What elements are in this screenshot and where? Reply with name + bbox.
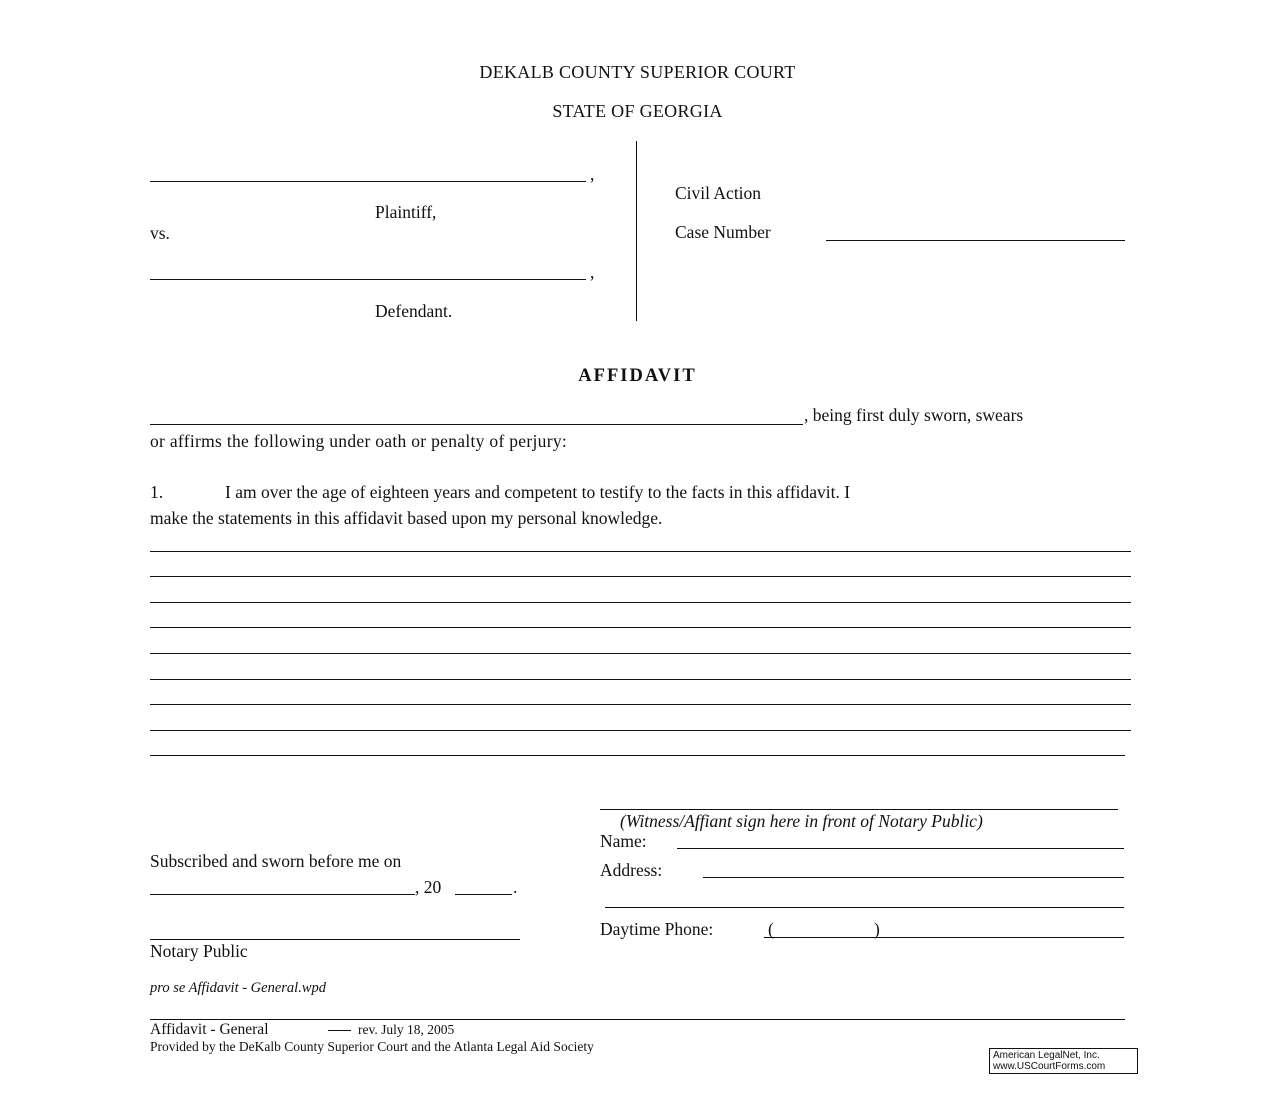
name-label: Name: bbox=[600, 831, 647, 851]
daytime-phone-label: Daytime Phone: bbox=[600, 919, 714, 939]
address-field-line-2[interactable] bbox=[605, 907, 1124, 908]
provided-by: Provided by the DeKalb County Superior Court and the Atlanta Legal Aid Society bbox=[150, 1039, 594, 1054]
publisher-url: www.USCourtForms.com bbox=[993, 1061, 1106, 1072]
defendant-comma: , bbox=[590, 262, 595, 282]
file-name: pro se Affidavit - General.wpd bbox=[150, 980, 326, 996]
revision-date: rev. July 18, 2005 bbox=[358, 1022, 455, 1037]
plaintiff-comma: , bbox=[590, 164, 595, 184]
notary-signature-line[interactable] bbox=[150, 939, 520, 940]
address-label: Address: bbox=[600, 860, 663, 880]
form-title-dash bbox=[328, 1030, 351, 1031]
statement-line[interactable] bbox=[150, 704, 1131, 705]
date-period: . bbox=[513, 877, 518, 897]
phone-open-paren: ( bbox=[768, 919, 774, 939]
publisher-name: American LegalNet, Inc. bbox=[993, 1050, 1100, 1061]
court-name: DEKALB COUNTY SUPERIOR COURT bbox=[479, 62, 796, 82]
statement-line[interactable] bbox=[150, 551, 1131, 552]
caption-divider bbox=[636, 141, 637, 321]
statement-line[interactable] bbox=[150, 576, 1131, 577]
daytime-phone-field[interactable] bbox=[764, 937, 1124, 938]
item-1-number: 1. bbox=[150, 482, 164, 502]
statement-line[interactable] bbox=[150, 679, 1131, 680]
form-title: Affidavit - General bbox=[150, 1021, 269, 1038]
statement-line[interactable] bbox=[150, 653, 1131, 654]
sworn-year-field[interactable] bbox=[455, 894, 512, 895]
case-number-field[interactable] bbox=[826, 240, 1125, 241]
statement-line[interactable] bbox=[150, 730, 1131, 731]
vs-label: vs. bbox=[150, 223, 170, 243]
item-1-line-2: make the statements in this affidavit based upon my personal knowledge. bbox=[150, 508, 663, 528]
intro-sworn-text: , being first duly sworn, swears bbox=[804, 405, 1024, 425]
plaintiff-label: Plaintiff, bbox=[375, 202, 437, 222]
statement-line[interactable] bbox=[150, 602, 1131, 603]
sworn-date-field[interactable] bbox=[150, 894, 415, 895]
plaintiff-name-line[interactable] bbox=[150, 181, 586, 182]
statement-line[interactable] bbox=[150, 755, 1125, 756]
name-field[interactable] bbox=[677, 848, 1124, 849]
publisher-badge bbox=[989, 1048, 1138, 1074]
footer-rule bbox=[150, 1019, 1125, 1020]
document-title: AFFIDAVIT bbox=[578, 366, 697, 386]
affiant-name-line[interactable] bbox=[150, 424, 803, 425]
witness-caption: (Witness/Affiant sign here in front of Notary Public) bbox=[620, 811, 983, 831]
statement-line[interactable] bbox=[150, 627, 1131, 628]
defendant-label: Defendant. bbox=[375, 301, 453, 321]
case-number-label: Case Number bbox=[675, 222, 771, 242]
subscribed-label: Subscribed and sworn before me on bbox=[150, 851, 402, 871]
year-prefix: , 20 bbox=[415, 877, 442, 897]
address-field[interactable] bbox=[703, 877, 1124, 878]
intro-line-2: or affirms the following under oath or penalty of perjury: bbox=[150, 431, 568, 451]
affiant-signature-line[interactable] bbox=[600, 809, 1118, 810]
phone-close-paren: ) bbox=[874, 919, 880, 939]
civil-action-label: Civil Action bbox=[675, 183, 762, 203]
state-name: STATE OF GEORGIA bbox=[552, 101, 723, 121]
notary-label: Notary Public bbox=[150, 941, 248, 961]
item-1-line-1: I am over the age of eighteen years and competent to testify to the facts in this affidavit. I bbox=[225, 482, 851, 502]
defendant-name-line[interactable] bbox=[150, 279, 586, 280]
